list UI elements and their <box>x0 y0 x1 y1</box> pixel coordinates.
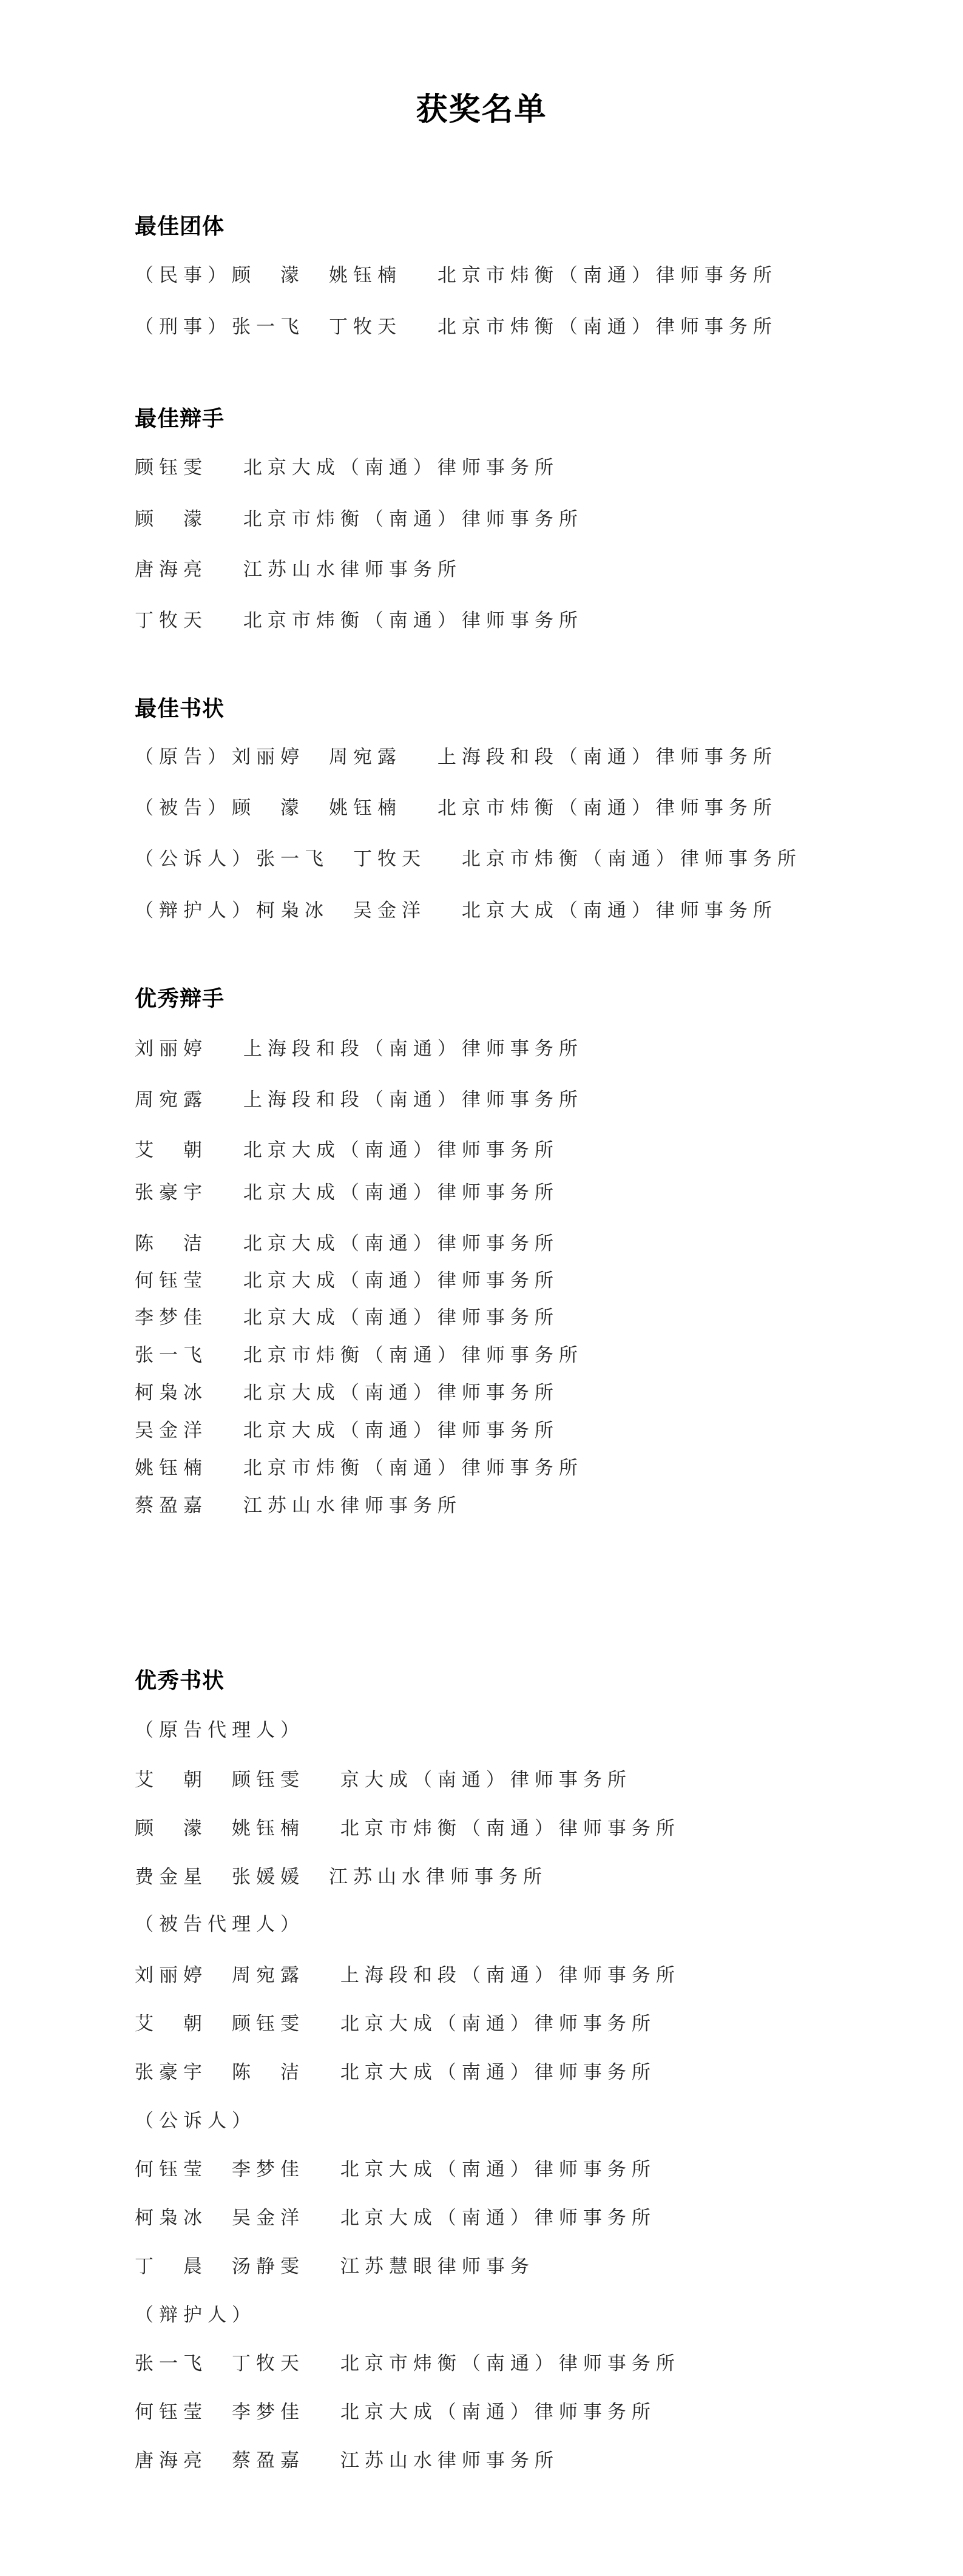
group-label-defendant-agent: （被告代理人） <box>135 1913 305 1935</box>
list-item: 何钰莹 李梦佳 北京大成（南通）律师事务所 <box>135 2401 656 2423</box>
page-title: 获奖名单 <box>416 91 547 128</box>
list-item: 顾 濛 姚钰楠 北京市炜衡（南通）律师事务所 <box>135 1818 680 1839</box>
list-item: （刑事）张一飞 丁牧天 北京市炜衡（南通）律师事务所 <box>135 316 777 338</box>
section-heading-best-team: 最佳团体 <box>135 214 225 239</box>
list-item: （公诉人）张一飞 丁牧天 北京市炜衡（南通）律师事务所 <box>135 848 802 870</box>
list-item: 费金星 张媛媛 江苏山水律师事务所 <box>135 1866 547 1888</box>
list-item: 周宛露 上海段和段（南通）律师事务所 <box>135 1089 583 1111</box>
list-item: （被告）顾 濛 姚钰楠 北京市炜衡（南通）律师事务所 <box>135 797 777 819</box>
list-item: 张一飞 丁牧天 北京市炜衡（南通）律师事务所 <box>135 2353 680 2375</box>
list-item: 何钰莹 北京大成（南通）律师事务所 <box>135 1270 559 1292</box>
group-label-defender: （辩护人） <box>135 2304 256 2326</box>
list-item: （辩护人）柯枭冰 吴金洋 北京大成（南通）律师事务所 <box>135 900 777 922</box>
list-item: （民事）顾 濛 姚钰楠 北京市炜衡（南通）律师事务所 <box>135 265 777 286</box>
list-item: 丁牧天 北京市炜衡（南通）律师事务所 <box>135 610 583 632</box>
list-item: 蔡盈嘉 江苏山水律师事务所 <box>135 1495 462 1517</box>
list-item: 顾 濛 北京市炜衡（南通）律师事务所 <box>135 508 583 530</box>
section-heading-excellent-brief: 优秀书状 <box>135 1668 225 1693</box>
list-item: 柯枭冰 北京大成（南通）律师事务所 <box>135 1382 559 1404</box>
list-item: 吴金洋 北京大成（南通）律师事务所 <box>135 1420 559 1441</box>
list-item: 艾 朝 北京大成（南通）律师事务所 <box>135 1139 559 1161</box>
list-item: 李梦佳 北京大成（南通）律师事务所 <box>135 1307 559 1329</box>
list-item: 柯枭冰 吴金洋 北京大成（南通）律师事务所 <box>135 2207 656 2229</box>
section-heading-best-brief: 最佳书状 <box>135 696 225 721</box>
list-item: 陈 洁 北京大成（南通）律师事务所 <box>135 1233 559 1255</box>
list-item: （原告）刘丽婷 周宛露 上海段和段（南通）律师事务所 <box>135 746 777 768</box>
list-item: 张豪宇 北京大成（南通）律师事务所 <box>135 1182 559 1204</box>
list-item: 唐海亮 蔡盈嘉 江苏山水律师事务所 <box>135 2450 559 2472</box>
list-item: 唐海亮 江苏山水律师事务所 <box>135 559 462 581</box>
list-item: 顾钰雯 北京大成（南通）律师事务所 <box>135 457 559 479</box>
list-item: 张豪宇 陈 洁 北京大成（南通）律师事务所 <box>135 2062 656 2083</box>
group-label-plaintiff-agent: （原告代理人） <box>135 1719 305 1741</box>
group-label-prosecutor: （公诉人） <box>135 2110 256 2132</box>
list-item: 何钰莹 李梦佳 北京大成（南通）律师事务所 <box>135 2159 656 2180</box>
list-item: 艾 朝 顾钰雯 北京大成（南通）律师事务所 <box>135 2013 656 2035</box>
list-item: 丁 晨 汤静雯 江苏慧眼律师事务 <box>135 2256 535 2278</box>
list-item: 刘丽婷 周宛露 上海段和段（南通）律师事务所 <box>135 1964 680 1986</box>
list-item: 艾 朝 顾钰雯 京大成（南通）律师事务所 <box>135 1769 632 1791</box>
section-heading-best-debater: 最佳辩手 <box>135 406 225 431</box>
section-heading-excellent-debater: 优秀辩手 <box>135 986 225 1011</box>
list-item: 刘丽婷 上海段和段（南通）律师事务所 <box>135 1038 583 1060</box>
list-item: 张一飞 北京市炜衡（南通）律师事务所 <box>135 1344 583 1366</box>
list-item: 姚钰楠 北京市炜衡（南通）律师事务所 <box>135 1457 583 1479</box>
